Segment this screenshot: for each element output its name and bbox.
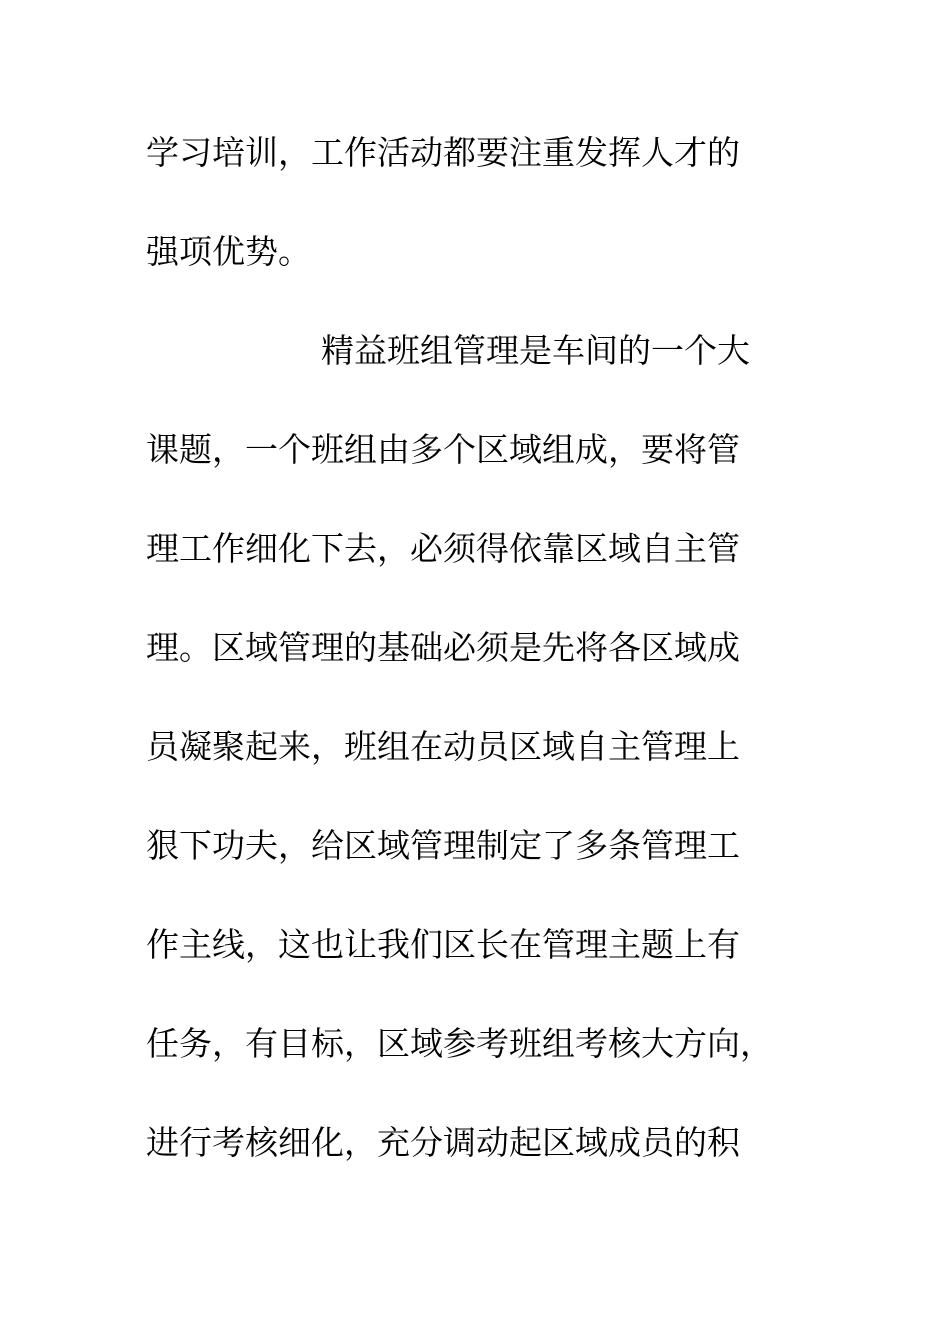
text-line: 强项优势。 [146, 232, 311, 271]
text-line: 任务，有目标，区域参考班组考核大方向， [146, 1024, 773, 1063]
text-line: 理。区域管理的基础必须是先将各区域成 [146, 628, 740, 667]
text-line: 理工作细化下去，必须得依靠区域自主管 [146, 529, 740, 568]
text-line: 作主线，这也让我们区长在管理主题上有 [146, 925, 740, 964]
text-line: 员凝聚起来，班组在动员区域自主管理上 [146, 727, 740, 766]
text-line: 学习培训，工作活动都要注重发挥人才的 [146, 133, 740, 172]
text-line: 狠下功夫，给区域管理制定了多条管理工 [146, 826, 740, 865]
text-line: 进行考核细化，充分调动起区域成员的积 [146, 1123, 740, 1162]
text-line: 课题，一个班组由多个区域组成，要将管 [146, 430, 740, 469]
paragraph-first-line: 精益班组管理是车间的一个大 [321, 331, 750, 370]
